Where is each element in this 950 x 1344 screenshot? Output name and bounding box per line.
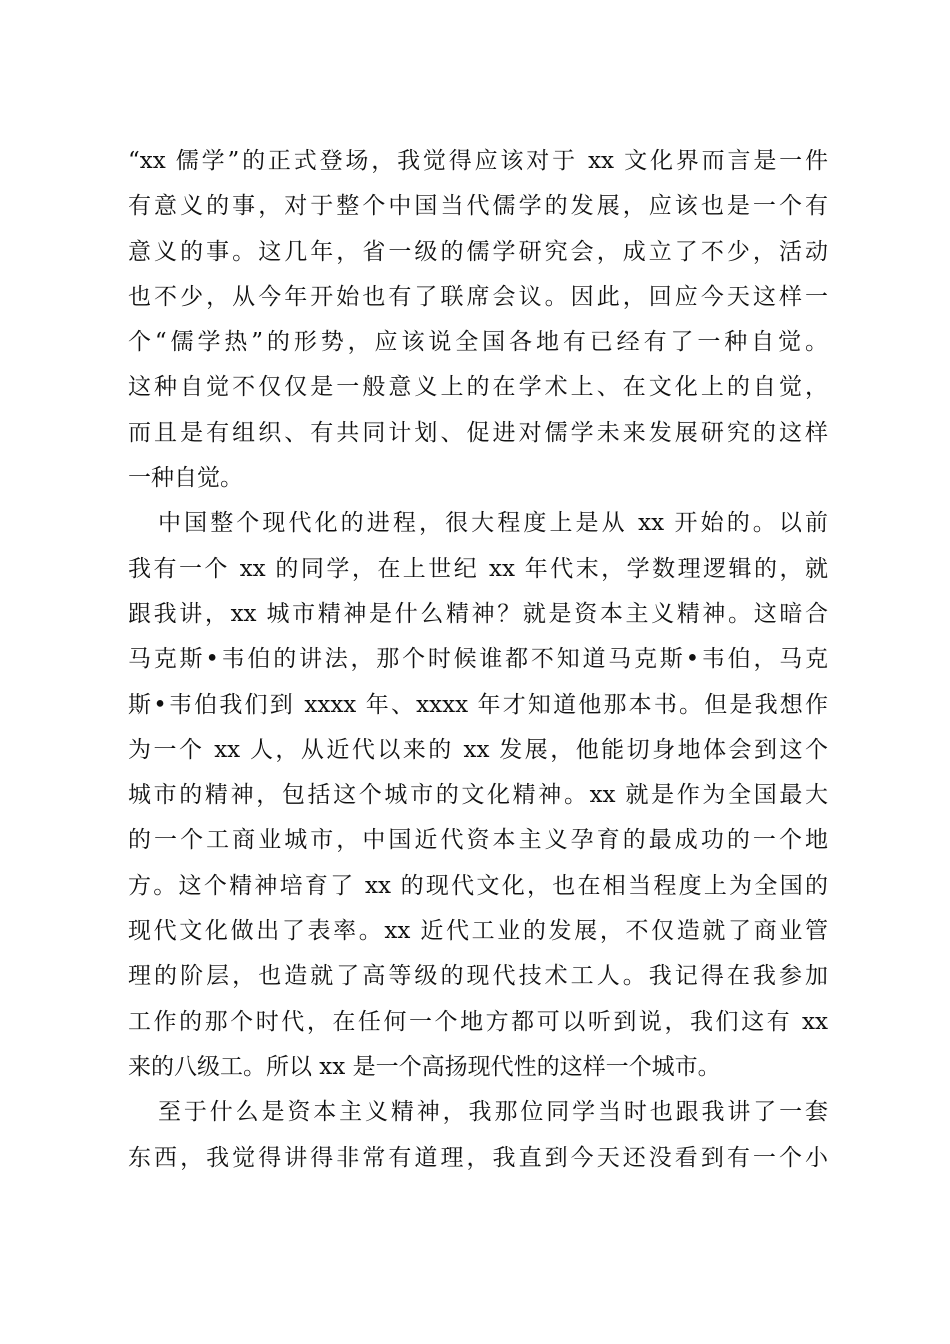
text-line: 的一个工商业城市，中国近代资本主义孕育的最成功的一个地 (128, 827, 828, 854)
text-line: 也不少，从今年开始也有了联席会议。因此，回应今天这样一 (128, 283, 828, 310)
text-line: 有意义的事，对于整个中国当代儒学的发展，应该也是一个有 (128, 193, 828, 220)
text-line: 城市的精神，包括这个城市的文化精神。xx 就是作为全国最大 (128, 782, 828, 809)
text-line: 中国整个现代化的进程，很大程度上是从 xx 开始的。以前 (158, 510, 828, 537)
text-line: 工作的那个时代，在任何一个地方都可以听到说，我们这有 xx (128, 1008, 828, 1035)
text-line: 跟我讲，xx 城市精神是什么精神？就是资本主义精神。这暗合 (128, 600, 828, 627)
paragraph (128, 501, 828, 1090)
text-line: 至于什么是资本主义精神，我那位同学当时也跟我讲了一套 (158, 1099, 828, 1126)
text-line: 方。这个精神培育了 xx 的现代文化，也在相当程度上为全国的 (128, 872, 828, 899)
text-line: 意义的事。这几年，省一级的儒学研究会，成立了不少，活动 (128, 238, 828, 265)
text-line: 这种自觉不仅仅是一般意义上的在学术上、在文化上的自觉， (128, 374, 828, 401)
text-line: 一种自觉。 (128, 465, 243, 492)
text-line: 来的八级工。所以 xx 是一个高扬现代性的这样一个城市。 (128, 1053, 721, 1080)
text-line: “xx 儒学”的正式登场，我觉得应该对于 xx 文化界而言是一件 (128, 148, 828, 174)
text-line: 斯•韦伯我们到 xxxx 年、xxxx 年才知道他那本书。但是我想作 (128, 691, 828, 718)
document-body (128, 139, 828, 1181)
text-line: 现代文化做出了表率。xx 近代工业的发展，不仅造就了商业管 (128, 918, 828, 945)
text-line: 而且是有组织、有共同计划、促进对儒学未来发展研究的这样 (128, 419, 828, 446)
text-line: 理的阶层，也造就了高等级的现代技术工人。我记得在我参加 (128, 963, 828, 990)
text-line: 我有一个 xx 的同学，在上世纪 xx 年代末，学数理逻辑的，就 (128, 555, 828, 582)
paragraph (128, 139, 828, 501)
paragraph (128, 1090, 828, 1181)
text-line: 为一个 xx 人，从近代以来的 xx 发展，他能切身地体会到这个 (128, 736, 828, 763)
text-line: 马克斯•韦伯的讲法，那个时候谁都不知道马克斯•韦伯，马克 (128, 646, 828, 673)
text-line: 个“儒学热”的形势，应该说全国各地有已经有了一种自觉。 (128, 329, 828, 356)
text-line: 东西，我觉得讲得非常有道理，我直到今天还没看到有一个小 (128, 1144, 828, 1171)
